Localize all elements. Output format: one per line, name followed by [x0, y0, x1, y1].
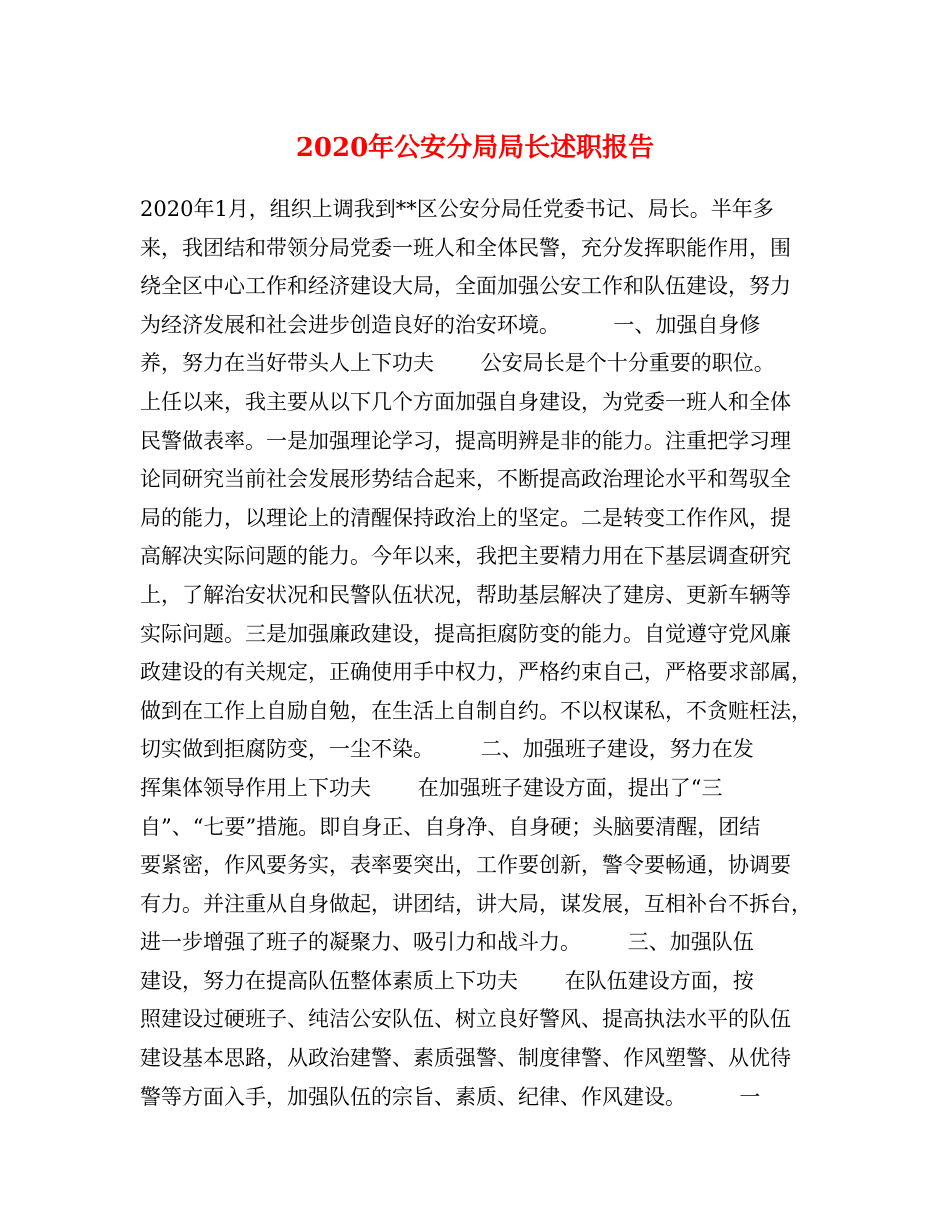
body-line: 切实做到拒腐防变，一尘不染。 二、加强班子建设，努力在发: [140, 737, 754, 762]
body-line: 来，我团结和带领分局党委一班人和全体民警，充分发挥职能作用，围: [140, 235, 791, 260]
body-line: 论同研究当前社会发展形势结合起来，不断提高政治理论水平和驾驭全: [140, 467, 791, 492]
body-line: 进一步增强了班子的凝聚力、吸引力和战斗力。 三、加强队伍: [140, 930, 754, 955]
body-line: 有力。并注重从自身做起，讲团结，讲大局，谋发展，互相补台不拆台，: [140, 891, 812, 916]
body-line: 要紧密，作风要务实，表率要突出，工作要创新，警令要畅通，协调要: [140, 853, 791, 878]
body-line: 为经济发展和社会进步创造良好的治安环境。 一、加强自身修: [140, 312, 761, 337]
document-body: [140, 190, 820, 1116]
body-line: 自”、“七要”措施。即自身正、自身净、自身硬；头脑要清醒，团结: [140, 814, 761, 839]
body-line: 局的能力，以理论上的清醒保持政治上的坚定。二是转变工作作风，提: [140, 505, 791, 530]
body-line: 绕全区中心工作和经济建设大局，全面加强公安工作和队伍建设，努力: [140, 274, 791, 299]
body-line: 民警做表率。一是加强理论学习，提高明辨是非的能力。注重把学习理: [140, 428, 791, 453]
body-line: 实际问题。三是加强廉政建设，提高拒腐防变的能力。自觉遵守党风廉: [140, 621, 791, 646]
body-line: 挥集体领导作用上下功夫 在加强班子建设方面，提出了“三: [140, 775, 723, 800]
body-line: 政建设的有关规定，正确使用手中权力，严格约束自己，严格要求部属，: [140, 660, 812, 685]
body-line: 建设基本思路，从政治建警、素质强警、制度律警、作风塑警、从优待: [140, 1046, 791, 1071]
body-line: 建设，努力在提高队伍整体素质上下功夫 在队伍建设方面，按: [140, 968, 754, 993]
document-title: 2020年公安分局局长述职报告: [295, 133, 655, 163]
body-line: 上任以来，我主要从以下几个方面加强自身建设，为党委一班人和全体: [140, 389, 791, 414]
body-line: 警等方面入手，加强队伍的宗旨、素质、纪律、作风建设。 一: [140, 1084, 761, 1109]
body-line: 做到在工作上自励自勉，在生活上自制自约。不以权谋私，不贪赃枉法，: [140, 698, 812, 723]
body-line: 上，了解治安状况和民警队伍状况，帮助基层解决了建房、更新车辆等: [140, 582, 791, 607]
body-line: 高解决实际问题的能力。今年以来，我把主要精力用在下基层调查研究: [140, 544, 791, 569]
body-line: 养，努力在当好带头人上下功夫 公安局长是个十分重要的职位。: [140, 351, 775, 376]
body-line: 照建设过硬班子、纯洁公安队伍、树立良好警风、提高执法水平的队伍: [140, 1007, 791, 1032]
body-line: 2020年1月，组织上调我到**区公安分局任党委书记、局长。半年多: [140, 197, 774, 221]
